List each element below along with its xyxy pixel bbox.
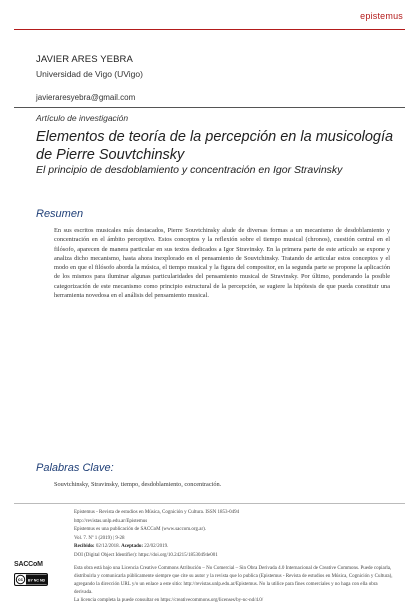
article-subtitle: El principio de desdoblamiento y concentración en Igor Stravinsky [36,164,343,176]
article-type: Artículo de investigación [36,113,129,123]
license-link[interactable]: La licencia completa la puede consultar en https://creativecommons.org/licenses/by-nc-nd/4.0/ [74,598,264,603]
journal-issn: Epistemus - Revista de estudios en Música, Cognición y Cultura. ISSN 1853-0494 [74,510,240,515]
divider [14,107,405,108]
abstract-text: En sus escritos musicales más destacados, Pierre Souvtchinsky alude de diversas formas a un mecanismo de desdoblamiento y concentración en el ámbito perceptivo. Estos conceptos y la reflexión sobre el tiempo musical (chronos), cuestión central en el filósofo, aparecen de manera particular en sus textos dedicados a Igor Stravinsky. En la primera parte de este artículo se expone y analiza dicho mecanismo, hasta ahora inexplorado en el pensamiento de Souvtchinsky. Tratando de articular estos conceptos y el modo en que el filósofo aborda la música, el tiempo musical y la figura del compositor, en la segunda parte se propone la aplicación de los mismos para iluminar algunas particularidades del pensamiento musical de Stravinsky. Por último, ponderando la posible categorización de este mecanismo como principio estructural de la percepción, se sugiere la hipótesis de que pueda constituir una herramienta novedosa en el análisis del pensamiento musical. [54,227,390,300]
journal-volume: Vol. 7. Nº 1 (2019) | 9-28 [74,535,125,541]
license-text: Esta obra está bajo una Licencia Creative Commons Atribución – No Comercial – Sin Obra Derivada 4.0 Internacional de Creative Commons. Puede copiarla, distribuirla y comunicarla públicamente siempre que cite su autor y la revista que lo publica (Epistemus - Revista de estudios en Música, Cognición y Cultura), agregando la dirección URL y/o un enlace a este sitio: http://revistas.unlp.edu.ar/Epistemus. No la utilice para fines comerciales y no haga con ella obra derivada. La licencia completa la puede consultar en https://creativecommons.org/licenses/by-nc-nd/4.0/ [74,566,393,603]
cc-badge-graphic [14,573,48,586]
cc-license-icon[interactable] [14,573,48,586]
cc-mark: cc [17,577,24,583]
cc-terms: BY NC ND [27,578,46,583]
author-email[interactable]: javieraresyebra@gmail.com [36,93,136,102]
author-name: JAVIER ARES YEBRA [36,54,133,65]
doi-line[interactable]: DOI (Digital Object Identifier): https://doi.org/10.24215/18530494e001 [74,552,218,558]
footer-divider [14,503,405,504]
article-title: Elementos de teoría de la percepción en la musicología de Pierre Souvtchinsky [36,129,394,163]
author-affiliation: Universidad de Vigo (UVigo) [36,69,143,79]
journal-url[interactable]: http://revistas.unlp.edu.ar/Epistemus [74,518,148,524]
saccom-logo: SACCoM [14,561,43,568]
keywords-heading: Palabras Clave: [36,462,114,474]
journal-publisher: Epistemus es una publicación de SACCoM (www.saccom.org.ar). [74,527,207,533]
header-divider [14,29,405,30]
journal-info [74,509,394,561]
page-header [0,0,419,28]
abstract-heading: Resumen [36,208,84,220]
dates-line: Recibido: 02/12/2018. Aceptado: 22/02/2019. [74,544,169,550]
journal-brand: epistemus [360,11,403,21]
keywords-text: Souvtchinsky, Stravinsky, tiempo, desdoblamiento, concentración. [54,481,222,488]
